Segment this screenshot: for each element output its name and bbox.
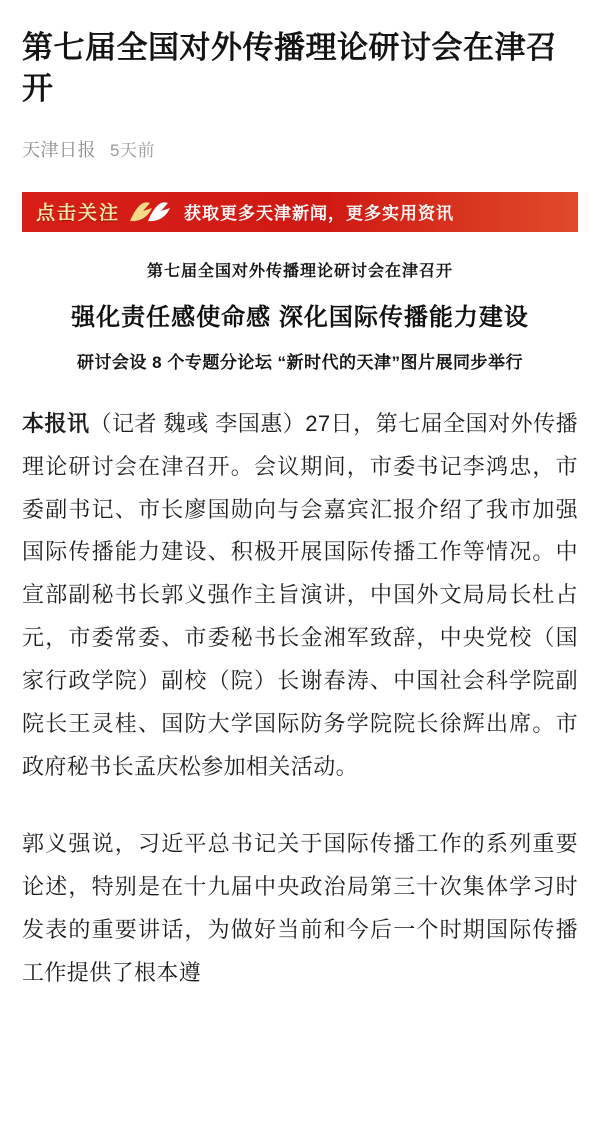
- inner-subtitle: 研讨会设 8 个专题分论坛 “新时代的天津”图片展同步举行: [76, 352, 524, 372]
- inner-kicker: 第七届全国对外传播理论研讨会在津召开: [146, 262, 453, 280]
- paragraph-lead: 本报讯: [22, 410, 90, 436]
- article-source: 天津日报: [22, 139, 96, 160]
- follow-banner-subtext: 获取更多天津新闻，更多实用资讯: [184, 204, 455, 224]
- article-timestamp: 5天前: [110, 140, 155, 160]
- follow-banner[interactable]: [22, 192, 578, 232]
- article-paragraph: [22, 403, 578, 789]
- page-title: 第七届全国对外传播理论研讨会在津召开: [22, 30, 558, 106]
- paragraph-text: （记者 魏彧 李国惠）27日，第七届全国对外传播理论研讨会在津召开。会议期间，市委书记李鸿忠，市委副书记、市长廖国勋向与会嘉宾汇报介绍了我市加强国际传播能力建设、积极开展国际传播工作等情况。中宣部副秘书长郭义强作主旨演讲，中国外文局局长杜占元，市委常委、市委秘书长金湘军致辞，中央党校（国家行政学院）副校（院）长谢春涛、中国社会科学院副院长王灵桂、国防大学国际防务学院院长徐辉出席。市政府秘书长孟庆松参加相关活动。: [22, 410, 579, 779]
- paragraph-text: 郭义强说，习近平总书记关于国际传播工作的系列重要论述，特别是在十九届中央政治局第三十次集体学习时发表的重要讲话，为做好当前和今后一个时期国际传播工作提供了根本遵: [22, 830, 578, 985]
- follow-banner-label: 点击关注: [36, 203, 121, 225]
- inner-title: 强化责任感使命感 深化国际传播能力建设: [71, 303, 529, 331]
- article-meta: [22, 136, 578, 162]
- article-paragraph: [22, 823, 578, 995]
- double-arrow-icon: [120, 199, 184, 225]
